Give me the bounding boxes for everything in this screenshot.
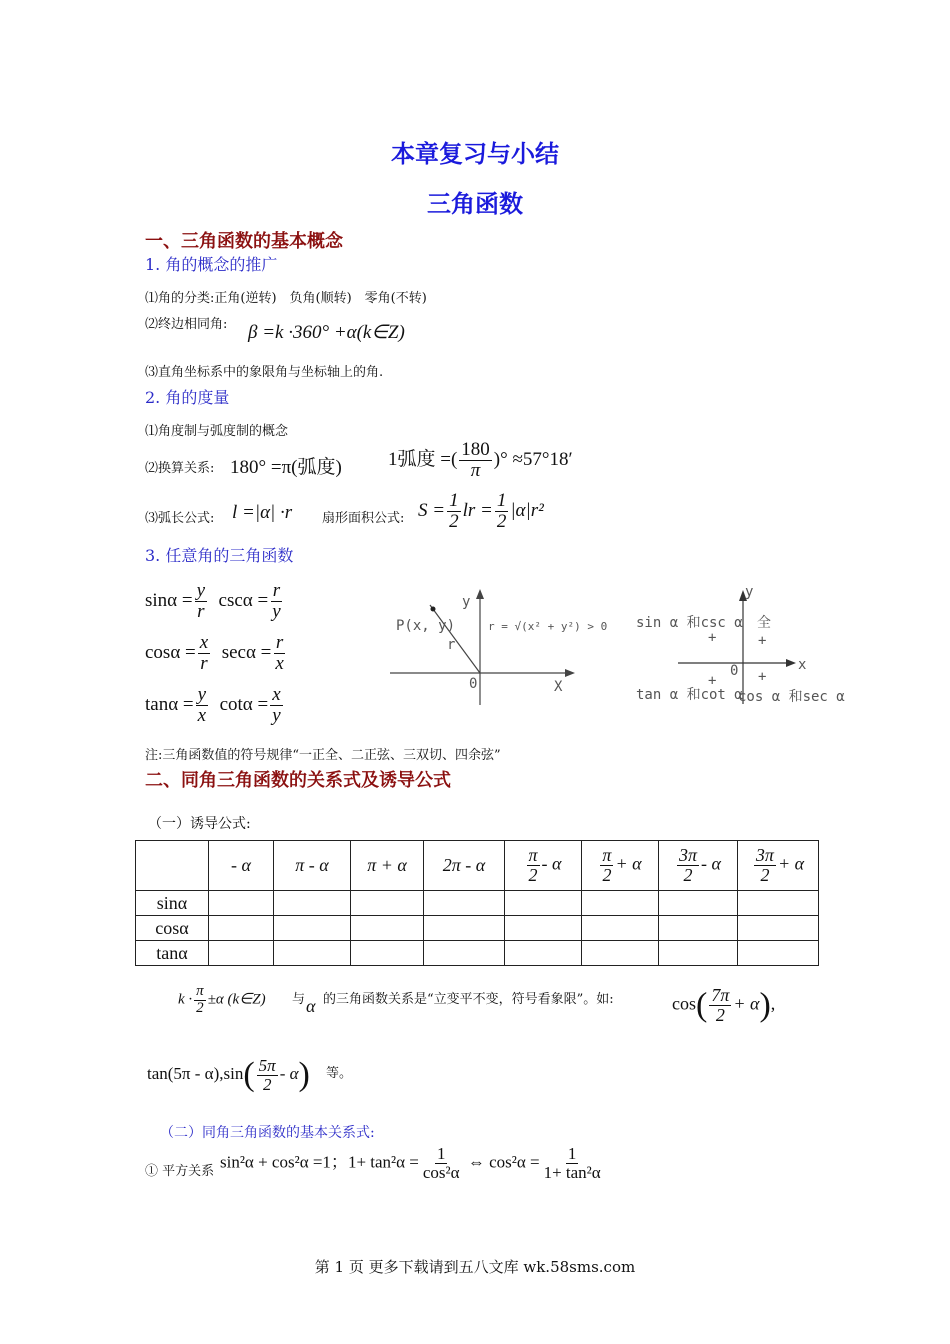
quadrant-2-plus: + — [708, 630, 717, 646]
fig1-origin-label: 0 — [469, 676, 478, 692]
quadrant-4-label: cos α 和sec α — [738, 689, 845, 705]
row-label-tan: tanα — [136, 941, 209, 966]
header-three-half-pi-plus-alpha: $\frac{3\pi}{2}$ + α — [738, 841, 819, 891]
conversion-formula-a: 180° =π(弧度) — [230, 457, 342, 478]
radius-formula: r = √(x² + y²) > 0 — [488, 620, 608, 633]
section-1-heading: 一、三角函数的基本概念 — [145, 231, 343, 252]
trig-row-tan-cot: tanα = $\frac{y}{x}$ cotα = $\frac{x}{y}$ — [145, 684, 281, 727]
subsection-3-heading: 3. 任意角的三角函数 — [145, 546, 294, 565]
point-p-label: P(x, y) — [396, 618, 456, 634]
quadrant-1-label: 全 — [757, 615, 771, 631]
page-footer: 第 1 页 更多下载请到五八文库 wk.58sms.com — [314, 1258, 636, 1276]
subsection-1-heading: 1. 角的概念的推广 — [145, 255, 278, 274]
page-subtitle: 三角函数 — [427, 190, 523, 218]
quadrant-4-plus: + — [758, 669, 767, 685]
quadrant-1-plus: + — [758, 633, 767, 649]
conversion-formula-b: 1弧度 =( $\frac{180}{\pi}$ )° ≈57°18′ — [388, 439, 573, 481]
header-neg-alpha: - α — [209, 841, 274, 891]
induction-rule-yu: 与 — [292, 992, 306, 1007]
square-relation-formula: sin²α + cos²α =1；1+ tan²α = $\frac{1}{\text{cos²α}}$ ⇔ cos²α = $\frac{1}{\text{1+ tan²α}}$ — [220, 1144, 601, 1182]
header-pi-minus-alpha: π - α — [274, 841, 351, 891]
section-2-heading: 二、同角三角函数的关系式及诱导公式 — [145, 770, 451, 791]
induction-formula-heading: （一）诱导公式: — [148, 816, 251, 832]
fig1-y-label: y — [462, 594, 471, 610]
table-row — [136, 941, 819, 966]
quadrant-angles: ⑶直角坐标系中的象限角与坐标轴上的角. — [145, 365, 384, 380]
header-pi-plus-alpha: π + α — [351, 841, 424, 891]
arc-length-formula: l =|α| ·r — [232, 502, 293, 523]
trig-row-cos-sec: cosα = $\frac{x}{r}$ secα = $\frac{r}{x}$ — [145, 632, 284, 675]
induction-rule-alpha: α — [306, 996, 316, 1016]
table-row — [136, 916, 819, 941]
fig2-y-label: y — [745, 584, 754, 600]
header-three-half-pi-minus-alpha: $\frac{3\pi}{2}$ - α — [659, 841, 738, 891]
header-half-pi-minus-alpha: $\frac{\pi}{2}$ - α — [505, 841, 582, 891]
table-corner-cell — [136, 841, 209, 891]
table-header-row — [136, 841, 819, 891]
conversion-label: ⑵换算关系: — [145, 461, 215, 476]
example-tan-sin: tan(5π - α),sin( $\frac{5\pi}{2}$ - α) — [147, 1055, 310, 1094]
trig-definitions — [145, 575, 288, 731]
sector-area-formula: S = $\frac{1}{2}$ lr = $\frac{1}{2}$ |α|r² — [418, 490, 544, 532]
basic-relation-heading: （二）同角三角函数的基本关系式: — [160, 1125, 375, 1141]
coterminal-formula: β =k ·360° +α(k∈Z) — [248, 322, 405, 343]
induction-formula-table — [135, 840, 819, 966]
header-half-pi-plus-alpha: $\frac{\pi}{2}$ + α — [582, 841, 659, 891]
arc-length-label: ⑶弧长公式: — [145, 511, 215, 526]
trig-row-sin-csc: sinα = $\frac{y}{r}$ cscα = $\frac{r}{y}$ — [145, 580, 281, 623]
square-relation-label: ① 平方关系 — [145, 1164, 215, 1179]
degree-radian-concept: ⑴角度制与弧度制的概念 — [145, 424, 289, 439]
radius-label: r — [447, 637, 456, 653]
fig1-x-label: X — [554, 679, 563, 695]
table-row — [136, 891, 819, 916]
sign-rule-note: 注:三角函数值的符号规律“一正全、二正弦、三双切、四余弦” — [145, 748, 501, 763]
quadrant-3-plus: + — [708, 673, 717, 689]
coterminal-label: ⑵终边相同角: — [145, 317, 228, 332]
page-title: 本章复习与小结 — [391, 140, 559, 168]
row-label-cos: cosα — [136, 916, 209, 941]
angle-classification: ⑴角的分类:正角(逆转) 负角(顺转) 零角(不转) — [145, 291, 427, 306]
row-label-sin: sinα — [136, 891, 209, 916]
quadrant-2-label: sin α 和csc α — [636, 615, 743, 631]
sector-area-label: 扇形面积公式: — [322, 511, 405, 526]
example-deng: 等。 — [326, 1066, 353, 1081]
header-2pi-minus-alpha: 2π - α — [424, 841, 505, 891]
fig2-origin-label: 0 — [730, 663, 739, 679]
quadrant-3-label: tan α 和cot α — [636, 687, 743, 703]
fig2-x-label: x — [798, 657, 807, 673]
example-cos: cos( $\frac{7\pi}{2}$ + α), — [672, 985, 776, 1025]
induction-rule-text: 的三角函数关系是“立变平不变，符号看象限”。如: — [323, 992, 614, 1007]
subsection-2-heading: 2. 角的度量 — [145, 388, 230, 407]
induction-rule-formula: k · $\frac{\pi}{2}$ ±α (k∈Z) — [178, 983, 266, 1016]
